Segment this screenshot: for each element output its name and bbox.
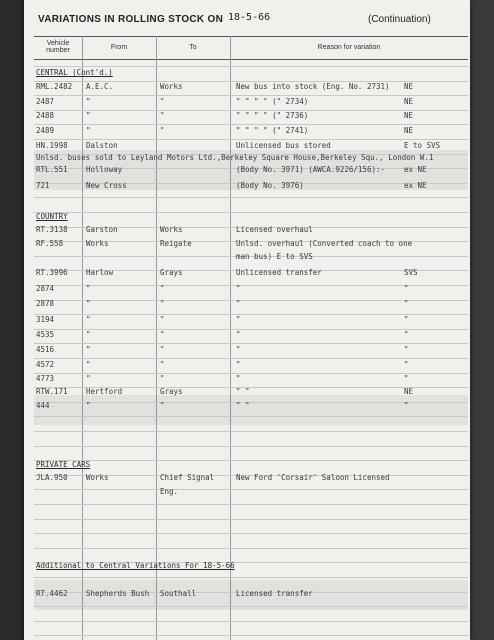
- ruled-line: [34, 197, 468, 198]
- ruled-line: [34, 416, 468, 417]
- row-vehicle: 4572: [36, 360, 55, 369]
- row-reason: ": [236, 360, 241, 369]
- row-reason: " " " " (" 2736): [236, 111, 309, 120]
- header-reason: Reason for variation: [317, 44, 381, 51]
- row-vehicle: RML.2482: [36, 82, 73, 91]
- ruled-line: [34, 300, 468, 301]
- row-from: Harlow: [86, 268, 114, 277]
- row-reason: " ": [236, 387, 250, 396]
- row-from: A.E.C.: [86, 82, 114, 91]
- row-to: Reigate: [160, 239, 192, 248]
- row-reason: ": [236, 315, 241, 324]
- scan-shadow: [34, 395, 468, 425]
- header-vehicle: Vehicle number: [46, 40, 70, 54]
- row-vehicle: 2489: [36, 126, 55, 135]
- row-reason: (Body No. 3971) (AWCA.9226/156):-: [236, 165, 386, 174]
- row-vehicle: JLA.950: [36, 473, 68, 482]
- ruled-line: [34, 124, 468, 125]
- row-vehicle: PRIVATE CARS: [36, 460, 91, 469]
- row-reason: man bus) E to SVS: [236, 252, 313, 261]
- ruled-line: [34, 373, 468, 374]
- row-reason: " " " " (" 2734): [236, 97, 309, 106]
- row-to: ": [160, 374, 165, 383]
- header-from: From: [110, 44, 128, 51]
- row-from: ": [86, 315, 91, 324]
- row-reason: Unlsd. overhaul (Converted coach to one: [236, 239, 413, 248]
- row-vehicle: 444: [36, 401, 50, 410]
- row-to: ": [160, 360, 165, 369]
- row-to: ": [160, 97, 165, 106]
- row-vehicle: RT.3138: [36, 225, 68, 234]
- row-remark: NE: [404, 126, 414, 135]
- row-from: ": [86, 330, 91, 339]
- row-reason: " ": [236, 401, 250, 410]
- row-vehicle: 4516: [36, 345, 55, 354]
- row-to: Grays: [160, 268, 183, 277]
- ruled-line: [34, 504, 468, 505]
- ruled-line: [34, 460, 468, 461]
- row-reason: Licensed transfer: [236, 589, 313, 598]
- row-from: Works: [86, 239, 109, 248]
- page-title: VARIATIONS IN ROLLING STOCK ON: [38, 14, 224, 25]
- row-reason: ": [236, 284, 241, 293]
- row-remark: NE: [404, 97, 414, 106]
- ruled-line: [34, 358, 468, 359]
- ruled-line: [34, 431, 468, 432]
- row-remark: ex NE: [404, 165, 427, 174]
- row-remark: ": [404, 374, 409, 383]
- row-from: ": [86, 401, 91, 410]
- row-vehicle: RT.4462: [36, 589, 68, 598]
- ruled-line: [34, 314, 468, 315]
- row-to: ": [160, 315, 165, 324]
- ruled-line: [34, 446, 468, 447]
- ruled-line: [34, 329, 468, 330]
- row-from: ": [86, 284, 91, 293]
- row-to: Chief Signal: [160, 473, 215, 482]
- row-remark: ": [404, 360, 409, 369]
- row-to: ": [160, 401, 165, 410]
- row-vehicle: COUNTRY: [36, 212, 68, 221]
- ruled-line: [34, 95, 468, 96]
- ruled-line: [34, 489, 468, 490]
- row-vehicle: CENTRAL (Cont'd.): [36, 68, 113, 77]
- row-vehicle: 3194: [36, 315, 55, 324]
- row-remark: NE: [404, 387, 414, 396]
- row-to: ": [160, 126, 165, 135]
- row-remark: SVS: [404, 268, 418, 277]
- scan-edge-left: [0, 0, 24, 640]
- row-vehicle: RT.3996: [36, 268, 68, 277]
- row-from: New Cross: [86, 181, 127, 190]
- row-vehicle: Unlsd. buses sold to Leyland Motors Ltd.,Berkeley Square House,Berkeley Squ., London W.1: [36, 153, 434, 162]
- row-reason: ": [236, 330, 241, 339]
- row-reason: (Body No. 3976): [236, 181, 304, 190]
- row-from: Hertford: [86, 387, 123, 396]
- row-vehicle: 2488: [36, 111, 55, 120]
- row-vehicle: HN.1998: [36, 141, 68, 150]
- row-remark: ": [404, 345, 409, 354]
- row-from: ": [86, 111, 91, 120]
- row-to: Eng.: [160, 487, 179, 496]
- scan-edge-right: [470, 0, 494, 640]
- row-to: Southall: [160, 589, 197, 598]
- title-row: [38, 8, 458, 30]
- row-vehicle: 4535: [36, 330, 55, 339]
- row-from: ": [86, 126, 91, 135]
- row-vehicle: 2487: [36, 97, 55, 106]
- ruled-line: [34, 139, 468, 140]
- row-vehicle: 2878: [36, 299, 55, 308]
- row-reason: Licensed overhaul: [236, 225, 313, 234]
- row-from: ": [86, 97, 91, 106]
- column-divider: [230, 36, 231, 640]
- row-vehicle: RF.558: [36, 239, 64, 248]
- row-reason: ": [236, 299, 241, 308]
- ruled-line: [34, 402, 468, 403]
- ruled-line: [34, 548, 468, 549]
- row-to: ": [160, 111, 165, 120]
- table-header: [34, 36, 468, 60]
- row-from: Dalston: [86, 141, 118, 150]
- ruled-line: [34, 606, 468, 607]
- row-from: Garston: [86, 225, 118, 234]
- row-remark: ex NE: [404, 181, 427, 190]
- row-from: Holloway: [86, 165, 123, 174]
- row-remark: NE: [404, 82, 414, 91]
- page-date: 18-5-66: [228, 12, 271, 23]
- row-from: Shepherds Bush: [86, 589, 150, 598]
- continuation-label: (Continuation): [368, 14, 431, 25]
- row-vehicle: RTW.171: [36, 387, 68, 396]
- row-from: ": [86, 360, 91, 369]
- ruled-line: [34, 533, 468, 534]
- row-to: ": [160, 345, 165, 354]
- row-to: Works: [160, 225, 183, 234]
- row-reason: Unlicensed transfer: [236, 268, 322, 277]
- row-remark: NE: [404, 111, 414, 120]
- row-remark: ": [404, 330, 409, 339]
- row-from: ": [86, 345, 91, 354]
- row-reason: New bus into stock (Eng. No. 2731): [236, 82, 390, 91]
- ruled-line: [34, 212, 468, 213]
- ruled-line: [34, 66, 468, 67]
- ruled-line: [34, 519, 468, 520]
- ruled-line: [34, 621, 468, 622]
- row-remark: ": [404, 299, 409, 308]
- row-from: Works: [86, 473, 109, 482]
- row-from: ": [86, 374, 91, 383]
- row-from: ": [86, 299, 91, 308]
- document-sheet: [24, 0, 470, 640]
- row-remark: ": [404, 315, 409, 324]
- column-divider: [156, 36, 157, 640]
- row-reason: ": [236, 374, 241, 383]
- row-reason: New Ford 'Corsair' Saloon Licensed: [236, 473, 390, 482]
- row-vehicle: 721: [36, 181, 50, 190]
- row-remark: ": [404, 401, 409, 410]
- ruled-line: [34, 343, 468, 344]
- row-reason: " " " " (" 2741): [236, 126, 309, 135]
- ruled-line: [34, 577, 468, 578]
- row-remark: E to SVS: [404, 141, 441, 150]
- ruled-line: [34, 285, 468, 286]
- row-to: ": [160, 299, 165, 308]
- row-to: Grays: [160, 387, 183, 396]
- row-remark: ": [404, 284, 409, 293]
- row-vehicle: 4773: [36, 374, 55, 383]
- row-to: ": [160, 330, 165, 339]
- row-reason: ": [236, 345, 241, 354]
- header-to: To: [189, 44, 197, 51]
- row-to: ": [160, 284, 165, 293]
- column-divider: [82, 36, 83, 640]
- row-vehicle: 2874: [36, 284, 55, 293]
- row-to: Works: [160, 82, 183, 91]
- row-vehicle: RTL.551: [36, 165, 68, 174]
- row-reason: Unlicensed bus stored: [236, 141, 331, 150]
- ruled-line: [34, 635, 468, 636]
- row-vehicle: Additional to Central Variations For 18-5-66: [36, 561, 235, 570]
